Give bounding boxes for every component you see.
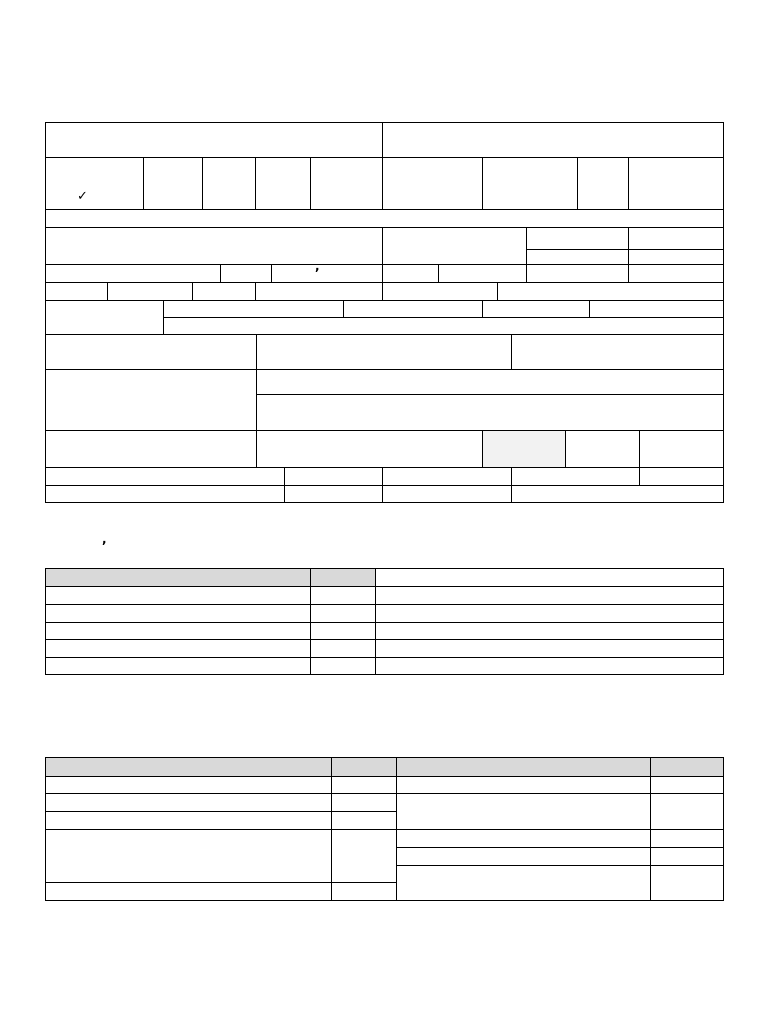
grid-line xyxy=(382,467,383,503)
grid-line xyxy=(45,829,724,830)
grid-line xyxy=(45,586,724,587)
grid-line xyxy=(271,264,272,282)
grid-line xyxy=(45,430,724,431)
grid-line xyxy=(331,757,332,901)
grid-line xyxy=(723,568,724,675)
grid-line xyxy=(45,122,46,503)
grid-line xyxy=(45,811,396,812)
grid-line xyxy=(45,485,724,486)
grid-line xyxy=(497,282,498,300)
grid-line xyxy=(511,467,512,503)
grid-line xyxy=(45,300,724,301)
grid-line xyxy=(526,264,527,282)
grid-line xyxy=(343,300,344,317)
grid-line xyxy=(45,334,724,335)
grid-line xyxy=(45,264,724,265)
grid-line xyxy=(438,264,439,282)
grid-line xyxy=(202,157,203,209)
grid-line xyxy=(45,369,724,370)
grid-line xyxy=(723,122,724,503)
grid-line xyxy=(45,604,724,605)
grid-line xyxy=(256,334,257,369)
grid-line xyxy=(284,467,285,503)
grid-line xyxy=(45,657,724,658)
shaded-cell xyxy=(483,431,565,468)
grid-line xyxy=(511,334,512,369)
grid-line xyxy=(482,300,483,317)
grid-line xyxy=(45,568,724,569)
grid-line xyxy=(45,757,46,901)
grid-line xyxy=(45,502,724,503)
grid-line xyxy=(45,776,724,777)
grid-line xyxy=(220,264,221,282)
grid-line xyxy=(192,282,193,300)
note-comma-mark: , xyxy=(102,532,107,546)
grid-line xyxy=(256,369,257,430)
grid-line xyxy=(45,882,396,883)
grid-line xyxy=(256,394,724,395)
grid-line xyxy=(45,900,724,901)
table-1-header-col3 xyxy=(375,568,724,586)
grid-line xyxy=(396,847,724,848)
grid-line xyxy=(45,568,46,675)
grid-line xyxy=(163,300,164,334)
grid-line xyxy=(589,300,590,317)
comma-mark: , xyxy=(315,259,320,273)
grid-line xyxy=(45,622,724,623)
grid-line xyxy=(526,249,724,250)
grid-line xyxy=(382,282,383,300)
grid-line xyxy=(482,157,483,209)
grid-line xyxy=(45,157,724,158)
grid-line xyxy=(565,430,566,467)
grid-line xyxy=(143,157,144,209)
check-mark-icon: ✓ xyxy=(77,189,88,204)
grid-line xyxy=(639,430,640,467)
grid-line xyxy=(45,227,724,228)
grid-line xyxy=(255,157,256,209)
grid-line xyxy=(482,430,483,467)
grid-line xyxy=(396,865,724,866)
grid-line xyxy=(628,157,629,209)
grid-line xyxy=(45,467,724,468)
grid-line xyxy=(45,674,724,675)
grid-line xyxy=(45,122,724,123)
grid-line xyxy=(639,467,640,485)
grid-line xyxy=(396,757,397,901)
grid-line xyxy=(628,264,629,282)
grid-line xyxy=(382,264,383,282)
grid-line xyxy=(107,282,108,300)
grid-line xyxy=(382,227,383,264)
grid-line xyxy=(628,227,629,264)
grid-line xyxy=(577,157,578,209)
grid-line xyxy=(382,122,383,210)
application-form-grid xyxy=(45,122,724,503)
grid-line xyxy=(163,317,724,318)
grid-line xyxy=(256,430,257,467)
table-2-header xyxy=(45,757,724,776)
grid-line xyxy=(310,568,311,675)
grid-line xyxy=(45,639,724,640)
grid-line xyxy=(45,793,724,794)
grid-line xyxy=(255,282,256,300)
grid-line xyxy=(650,757,651,901)
grid-line xyxy=(723,757,724,901)
grid-line xyxy=(526,227,527,264)
grid-line xyxy=(45,757,724,758)
grid-line xyxy=(310,157,311,209)
grid-line xyxy=(45,209,724,210)
grid-line xyxy=(375,568,376,675)
grid-line xyxy=(45,282,724,283)
